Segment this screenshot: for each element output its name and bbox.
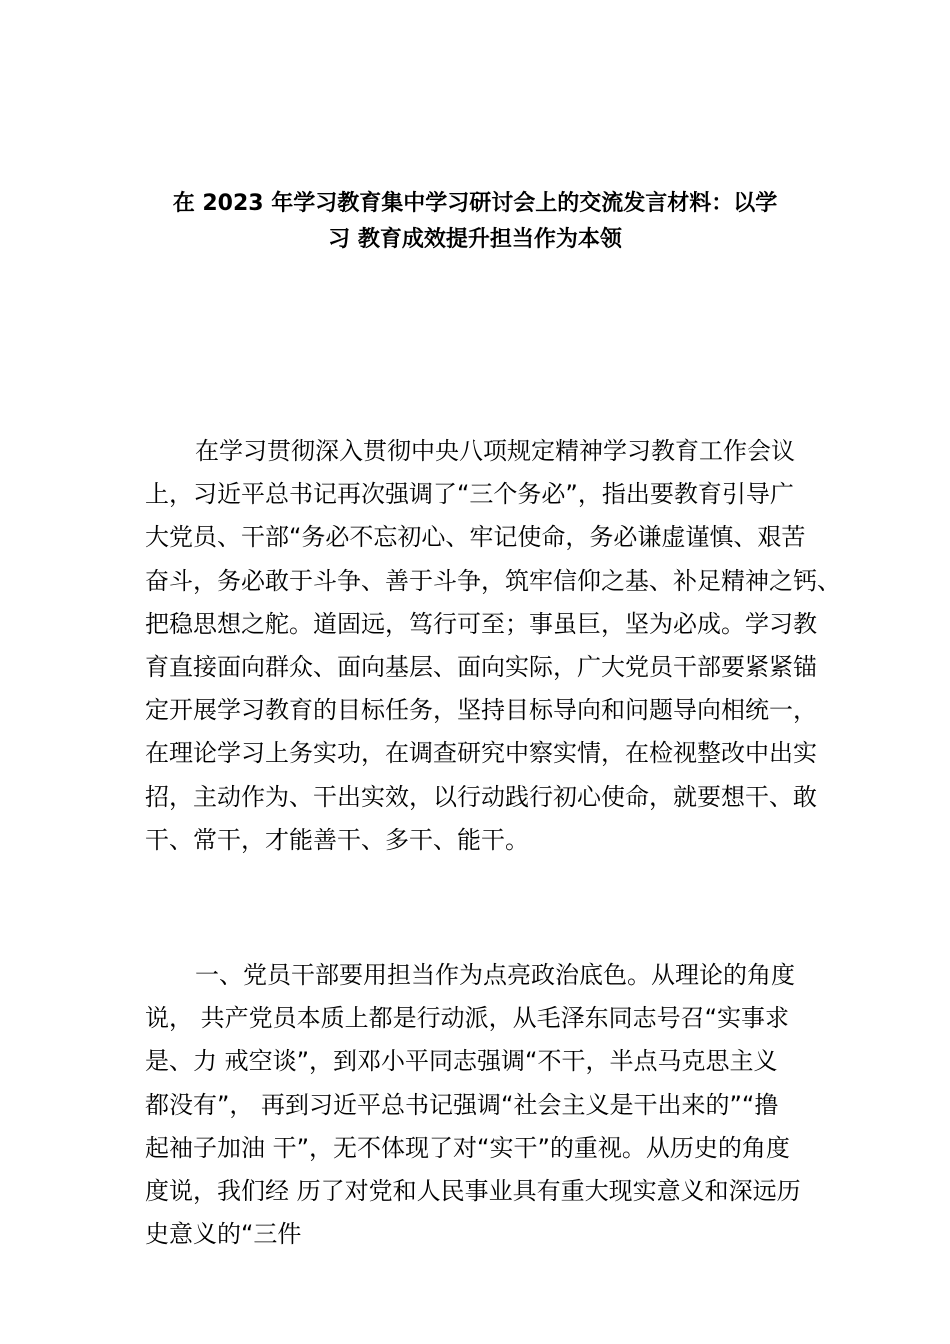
paragraph-line: 定开展学习教育的目标任务，坚持目标导向和问题导向相统一， — [145, 696, 817, 725]
paragraph-section-one — [145, 954, 825, 1256]
title-line-2: 习 教育成效提升担当作为本领 — [328, 227, 622, 252]
paragraph-line: 都没有”， 再到习近平总书记强调“社会主义是干出来的”“撸 — [145, 1090, 779, 1119]
paragraph-line: 起袖子加油 干”，无不体现了对“实干”的重视。从历史的角度 — [145, 1133, 790, 1162]
paragraph-line: 大党员、干部“务必不忘初心、牢记使命，务必谦虚谨慎、艰苦 — [145, 523, 806, 552]
paragraph-line: 招，主动作为、干出实效，以行动践行初心使命，就要想干、敢 — [145, 782, 817, 811]
paragraph-intro — [145, 430, 841, 862]
paragraph-line: 说， 共产党员本质上都是行动派，从毛泽东同志号召“实事求 — [145, 1004, 790, 1033]
paragraph-line: 上，习近平总书记再次强调了“三个务必”，指出要教育引导广 — [145, 480, 794, 509]
paragraph-line: 是、力 戒空谈”，到邓小平同志强调“不干，半点马克思主义 — [145, 1047, 778, 1076]
paragraph-line: 在理论学习上务实功，在调查研究中察实情，在检视整改中出实 — [145, 739, 817, 768]
document-title — [100, 186, 850, 258]
paragraph-line: 把稳思想之舵。道固远，笃行可至；事虽巨，坚为必成。学习教 — [145, 609, 817, 638]
paragraph-line: 干、常干，才能善干、多干、能干。 — [145, 825, 529, 854]
title-line-1: 在 2023 年学习教育集中学习研讨会上的交流发言材料：以学 — [172, 191, 778, 216]
paragraph-line: 一、党员干部要用担当作为点亮政治底色。从理论的角度 — [195, 961, 795, 989]
paragraph-line: 育直接面向群众、面向基层、面向实际，广大党员干部要紧紧锚 — [145, 652, 817, 681]
paragraph-line: 度说，我们经 历了对党和人民事业具有重大现实意义和深远历 — [145, 1176, 801, 1205]
paragraph-line: 史意义的“三件 — [145, 1220, 302, 1249]
paragraph-line: 奋斗，务必敢于斗争、善于斗争，筑牢信仰之基、补足精神之钙、 — [145, 566, 841, 595]
paragraph-line: 在学习贯彻深入贯彻中央八项规定精神学习教育工作会议 — [195, 437, 795, 465]
